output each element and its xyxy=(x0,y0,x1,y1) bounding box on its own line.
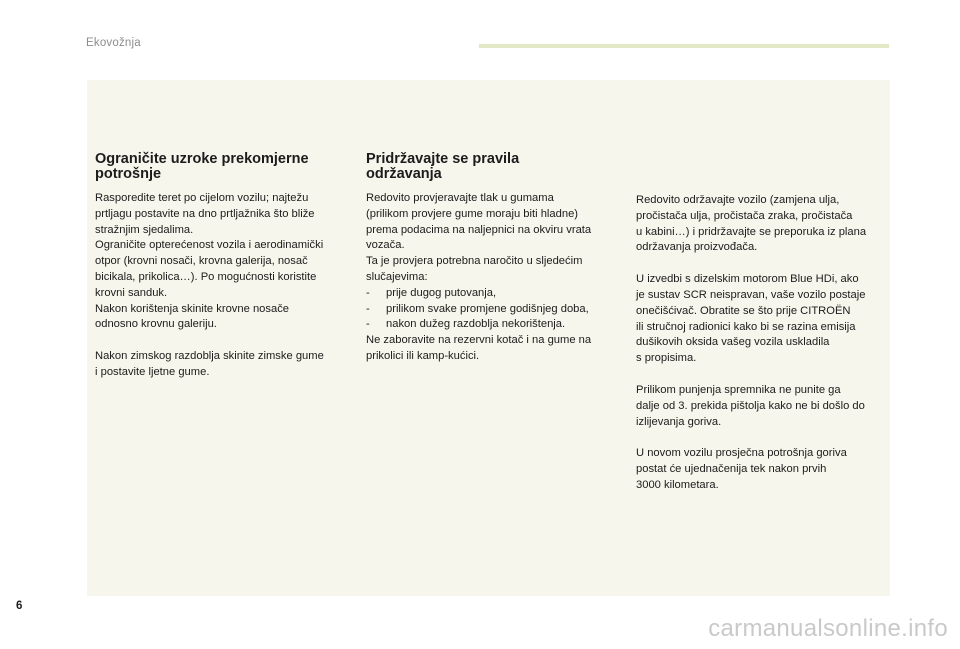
list-item-text: prije dugog putovanja, xyxy=(386,286,497,299)
heading-line: Ograničite uzroke prekomjerne xyxy=(95,151,309,167)
heading-line: održavanja xyxy=(366,166,442,182)
text-line: Prilikom punjenja spremnika ne punite ga xyxy=(636,383,841,396)
check-occasions-list xyxy=(366,286,622,333)
text-line: onečišćivač. Obratite se što prije CITROËN xyxy=(636,304,851,317)
text-line: održavanja proizvođača. xyxy=(636,241,758,254)
text-line: odnosno krovnu galeriju. xyxy=(95,318,217,331)
dash-bullet: - xyxy=(366,302,370,315)
paragraph-winter-tyres xyxy=(95,349,351,381)
text-line: slučajevima: xyxy=(366,270,428,283)
section-header-bar xyxy=(479,44,889,48)
paragraph-spare-wheel xyxy=(366,333,622,365)
text-line: Redovito provjeravajte tlak u gumama xyxy=(366,192,554,204)
paragraph-scr-system xyxy=(636,272,884,367)
text-line: Rasporedite teret po cijelom vozilu; najtežu xyxy=(95,192,309,204)
text-line: dalje od 3. prekida pištolja kako ne bi došlo do xyxy=(636,399,865,412)
heading-line: potrošnje xyxy=(95,166,162,182)
column-maintenance-rules xyxy=(366,152,622,365)
page-number: 6 xyxy=(16,600,23,612)
column-maintenance-details xyxy=(636,193,884,494)
list-item xyxy=(366,317,622,333)
text-line: je sustav SCR neispravan, vaše vozilo postaje xyxy=(636,288,866,301)
text-line: prikolici ili kamp-kućici. xyxy=(366,349,480,362)
text-line: i postavite ljetne gume. xyxy=(95,365,210,378)
text-line: stražnjim sjedalima. xyxy=(95,223,194,236)
dash-bullet: - xyxy=(366,318,370,331)
list-item xyxy=(366,286,622,302)
paragraph-refuelling xyxy=(636,383,884,430)
list-item-text: nakon dužeg razdoblja nekorištenja. xyxy=(386,318,566,331)
text-line: s propisima. xyxy=(636,352,697,365)
heading-maintenance-rules xyxy=(366,152,622,182)
text-line: Nakon zimskog razdoblja skinite zimske gume xyxy=(95,350,324,363)
list-item xyxy=(366,302,622,318)
text-line: bicikala, prikolica…). Po mogućnosti koristite xyxy=(95,270,317,283)
text-line: ili stručnoj radionici kako bi se razina emisija xyxy=(636,320,856,333)
text-line: 3000 kilometara. xyxy=(636,478,719,491)
text-line: krovni sanduk. xyxy=(95,286,168,299)
text-line: otpor (krovni nosači, krovna galerija, nosač xyxy=(95,255,308,268)
heading-line: Pridržavajte se pravila xyxy=(366,151,520,167)
text-line: (prilikom provjere gume moraju biti hladne) xyxy=(366,207,579,220)
text-line: prtljagu postavite na dno prtljažnika što bliže xyxy=(95,207,315,220)
dash-bullet: - xyxy=(366,286,370,299)
paragraph-new-vehicle xyxy=(636,446,884,493)
text-line: U novom vozilu prosječna potrošnja goriva xyxy=(636,447,847,460)
text-line: vozača. xyxy=(366,239,405,252)
paragraph-tyre-pressure xyxy=(366,191,622,286)
text-line: dušikovih oksida vašeg vozila uskladila xyxy=(636,336,830,349)
text-line: postat će ujednačenija tek nakon prvih xyxy=(636,463,827,476)
text-line: Nakon korištenja skinite krovne nosače xyxy=(95,302,290,315)
text-line: Ta je provjera potrebna naročito u sljedećim xyxy=(366,255,583,268)
heading-limit-consumption xyxy=(95,152,351,182)
text-line: U izvedbi s dizelskim motorom Blue HDi, ako xyxy=(636,273,859,286)
text-line: Ograničite opterećenost vozila i aerodinamički xyxy=(95,239,324,252)
paragraph-load-distribution xyxy=(95,191,351,333)
text-line: pročistača ulja, pročistača zraka, pročistača xyxy=(636,209,853,222)
site-watermark: carmanualsonline.info xyxy=(708,615,948,642)
paragraph-regular-maintenance xyxy=(636,193,884,256)
list-item-text: prilikom svake promjene godišnjeg doba, xyxy=(386,302,589,315)
text-line: prema podacima na naljepnici na okviru vrata xyxy=(366,223,592,236)
text-line: izlijevanja goriva. xyxy=(636,415,722,428)
text-line: Ne zaboravite na rezervni kotač i na gume na xyxy=(366,334,592,347)
text-line: Redovito održavajte vozilo (zamjena ulja, xyxy=(636,194,840,206)
section-title: Ekovožnja xyxy=(86,37,141,49)
column-limit-consumption xyxy=(95,152,351,381)
text-line: u kabini…) i pridržavajte se preporuka iz plana xyxy=(636,225,867,238)
